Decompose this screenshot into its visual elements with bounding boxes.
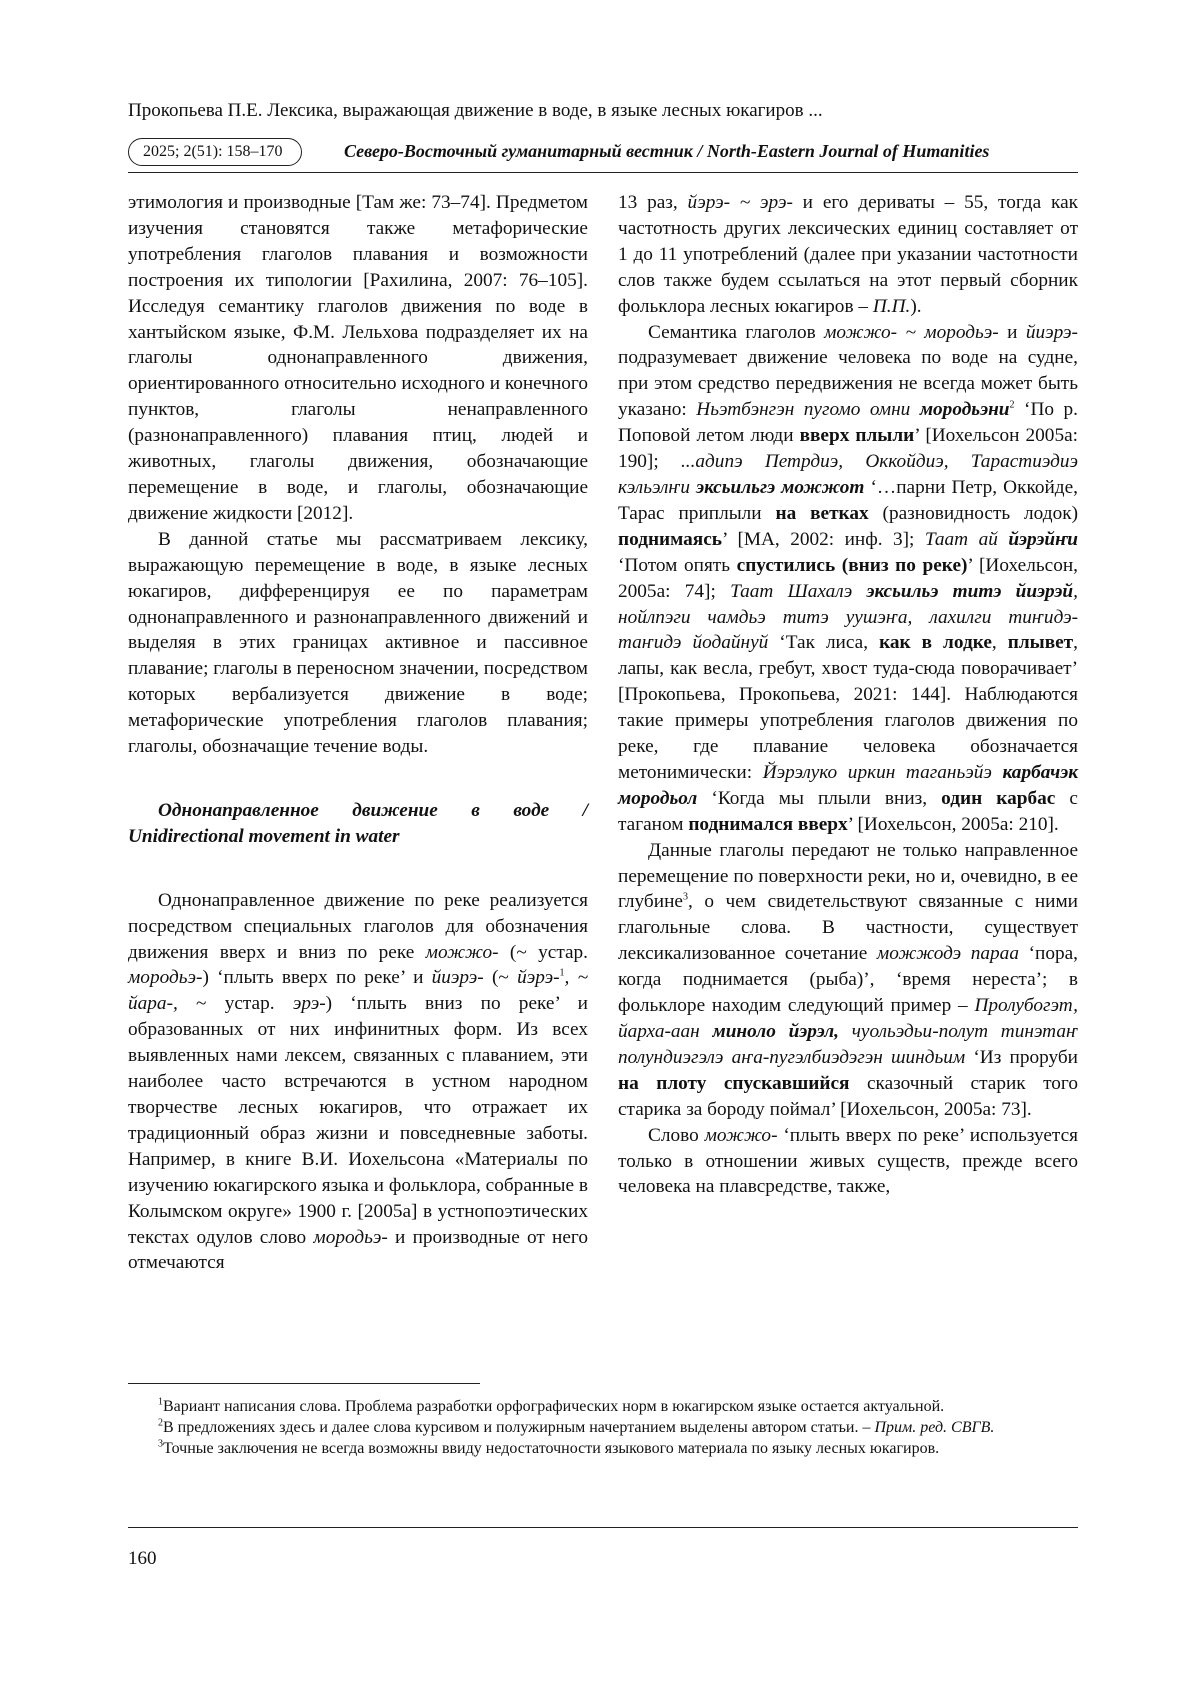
footer-rule bbox=[128, 1527, 1078, 1528]
journal-name: Северо-Восточный гуманитарный вестник / North-Eastern Journal of Humanities bbox=[344, 141, 990, 161]
footnote-rule bbox=[128, 1383, 480, 1384]
header-rule bbox=[128, 172, 1078, 173]
journal-meta-row bbox=[128, 138, 1078, 168]
paragraph: 13 раз, йэрэ- ~ эрэ- и его дериваты – 55, тогда как частотность других лексических единиц составляет от 1 до 11 употреблений (далее при указании частотности слов также будем ссылаться на этот первый сборник фольклора лесных юкагиров – П.П.). bbox=[618, 192, 1078, 317]
section-heading: Однонаправленное движение в воде / Unidirectional movement in water bbox=[128, 799, 588, 847]
footnotes bbox=[128, 1396, 1078, 1459]
paragraph: Семантика глаголов можжо- ~ мородьэ- и йиэрэ- подразумевает движение человека по воде на судне, при этом средство передвижения не всегда может быть указано: Ньэтбэнгэн пугомо омни мородьэни$^2$ ‘По р. Поповой летом люди вверх плыли’ [Иохельсон 2005а: 190]; ...адипэ Петрдиэ, Оккойдиэ, Тарастиэдиэ кэльэлҥи эксьильгэ можжот ‘…парни Петр, Оккойде, Тарас приплыли на ветках (разновидность лодок) поднимаясь’ [МА, 2002: инф. 3]; Таат ай йэрэйҥи ‘Потом опять спустились (вниз по реке)’ [Иохельсон, 2005а: 74]; Таат Шахалэ эксьильэ титэ йиэрэй, нойлпэги чамдьэ титэ уушэҥа, лахилги тиҥидэ-таҥидэ йодайнуй ‘Так лиса, как в лодке, плывет, лапы, как весла, гребут, хвост туда-сюда поворачивает’ [Прокопьева, Прокопьева, 2021: 144]. Наблюдаются такие примеры употребления глаголов движения по реке, где плавание человека обозначается метонимически: Йэрэлуко иркин таганьэйэ карбачэк мородьол ‘Когда мы плыли вниз, один карбас с таганом поднимался вверх’ [Иохельсон, 2005а: 210]. bbox=[618, 321, 1079, 835]
paragraph: этимология и производные [Там же: 73–74]. Предметом изучения становятся также метафорические употребления глаголов плавания и возможности построения их типологии [Рахилина, 2007: 76–105]. Исследуя семантику глаголов движения по воде в хантыйском языке, Ф.М. Лельхова подразделяет их на глаголы однонаправленного движения, ориентированного относительно исходного и конечного пунктов, глаголы ненаправленного (разнонаправленного) плавания птиц, людей и животных, глаголы движения, обозначающие перемещение в воде, и глаголы, обозначающие движение жидкости [2012]. bbox=[128, 192, 588, 524]
paragraph: Однонаправленное движение по реке реализуется посредством специальных глаголов для обозначения движения вверх и вниз по реке можжо- (~ устар. мородьэ-) ‘плыть вверх по реке’ и йиэрэ- (~ йэрэ-$^1$, ~ йара-, ~ устар. эрэ-) ‘плыть вниз по реке’ и образованных от них инфинитных форм. Из всех выявленных нами лексем, связанных с плаванием, эти наиболее часто встречаются в устном народном творчестве лесных юкагиров, что отражает их традиционный образ жизни и повседневные заботы. Например, в книге В.И. Иохельсона «Материалы по изучению юкагирского языка и фольклора, собранные в Колымском округе» 1900 г. [2005а] в устнопоэтических текстах одулов слово мородьэ- и производные от него отмечаются bbox=[128, 889, 589, 1274]
paragraph: В данной статье мы рассматриваем лексику, выражающую перемещение в воде, в языке лесных юкагиров, дифференцируя ее по параметрам однонаправленного и разнонаправленного движений и выделяя в этих границах активное и пассивное плавание; глаголы в переносном значении, посредством которых вербализуется движение в воде; метафорические употребления глаголов плавания; глаголы, обозначащие течение воды. bbox=[128, 528, 588, 758]
paragraph: Слово можжо- ‘плыть вверх по реке’ используется только в отношении живых существ, прежде всего человека на плавсредстве, также, bbox=[618, 1124, 1078, 1198]
footnote-ref: 3 bbox=[682, 892, 688, 904]
issue-badge: 2025; 2(51): 158–170 bbox=[128, 138, 302, 166]
page-number: 160 bbox=[128, 1548, 157, 1569]
spacer bbox=[128, 760, 588, 798]
spacer bbox=[128, 850, 588, 888]
footnote: $^2$В предложениях здесь и далее слова курсивом и полужирным начертанием выделены автором статьи. – Прим. ред. СВГВ. bbox=[158, 1417, 995, 1436]
footnote-ref: 1 bbox=[559, 968, 565, 980]
footnote: $^3$Точные заключения не всегда возможны ввиду недостаточности языкового материала по языку лесных юкагиров. bbox=[158, 1438, 940, 1457]
paragraph: Данные глаголы передают не только направленное перемещение по поверхности реки, но и, очевидно, в ее глубине$^3$, о чем свидетельствуют связанные с ними глагольные слова. В частности, существует лексикализованное сочетание можжодэ параа ‘пора, когда поднимается (рыба)’, ‘время нереста’; в фольклоре находим следующий пример – Пролубогэт, йарха-аан миноло йэрэл, чуольэдьи-полут тинэтаҥ полундиэгэлэ аҥа-пугэлбиэдэгэн шиндьим ‘Из проруби на плоту спускавшийся сказочный старик того старика за бороду поймал’ [Иохельсон, 2005а: 73]. bbox=[618, 839, 1079, 1120]
left-column bbox=[128, 190, 588, 1276]
footnote-ref: 2 bbox=[1009, 399, 1015, 411]
footnote: $^1$Вариант написания слова. Проблема разработки орфографических норм в юкагирском языке остается актуальной. bbox=[158, 1396, 945, 1415]
running-title: Прокопьева П.Е. Лексика, выражающая движение в воде, в языке лесных юкагиров ... bbox=[128, 100, 823, 121]
right-column bbox=[618, 190, 1078, 1200]
